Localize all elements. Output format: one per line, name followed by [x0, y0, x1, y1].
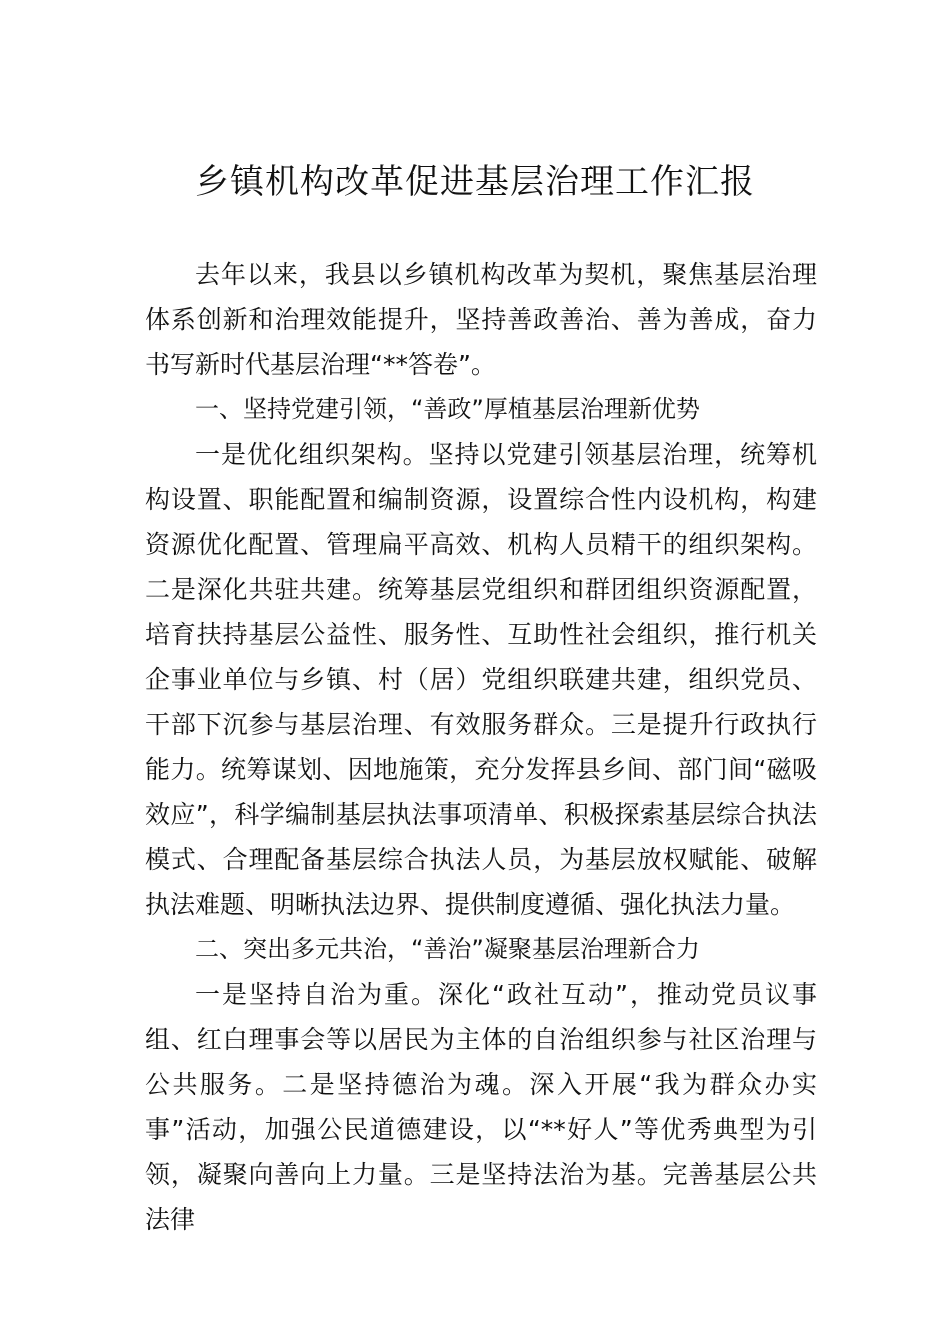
- document-body: [145, 252, 817, 1242]
- section-2-paragraph: 一是坚持自治为重。深化“政社互动”，推动党员议事组、红白理事会等以居民为主体的自治组织参与社区治理与公共服务。二是坚持德治为魂。深入开展“我为群众办实事”活动，加强公民道德建设，以“**好人”等优秀典型为引领，凝聚向善向上力量。三是坚持法治为基。完善基层公共法律: [145, 980, 817, 1234]
- section-heading-2: 二、突出多元共治，“善治”凝聚基层治理新合力: [195, 935, 700, 963]
- intro-paragraph: 去年以来，我县以乡镇机构改革为契机，聚焦基层治理体系创新和治理效能提升，坚持善政善治、善为善成，奋力书写新时代基层治理“**答卷”。: [145, 260, 817, 379]
- section-1-paragraph: 一是优化组织架构。坚持以党建引领基层治理，统筹机构设置、职能配置和编制资源，设置综合性内设机构，构建资源优化配置、管理扁平高效、机构人员精干的组织架构。二是深化共驻共建。统筹基层党组织和群团组织资源配置，培育扶持基层公益性、服务性、互助性社会组织，推行机关企事业单位与乡镇、村（居）党组织联建共建，组织党员、干部下沉参与基层治理、有效服务群众。三是提升行政执行能力。统筹谋划、因地施策，充分发挥县乡间、部门间“磁吸效应”，科学编制基层执法事项清单、积极探索基层综合执法模式、合理配备基层综合执法人员，为基层放权赋能、破解执法难题、明晰执法边界、提供制度遵循、强化执法力量。: [145, 440, 817, 919]
- document-title: 乡镇机构改革促进基层治理工作汇报: [195, 162, 755, 202]
- section-heading-1: 一、坚持党建引领，“善政”厚植基层治理新优势: [195, 395, 700, 423]
